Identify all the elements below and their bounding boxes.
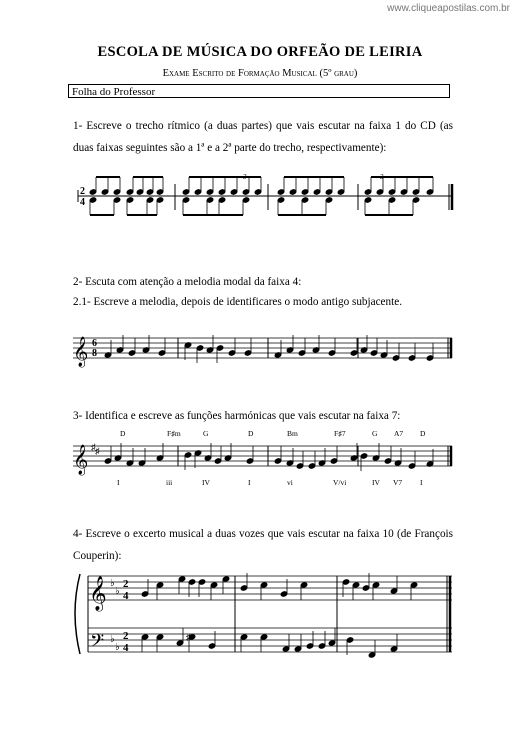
flat-icon: ♭ (115, 642, 120, 653)
rhythm-time-top: 2 (80, 186, 85, 197)
chord-label: D (120, 429, 126, 438)
couperin-time-top-bass: 2 (123, 630, 129, 642)
function-label: IV (202, 478, 210, 487)
harmony-staff (0, 428, 520, 490)
melody-notes (104, 335, 434, 363)
couperin-time-bottom: 4 (123, 590, 129, 602)
flat-icon: ♭ (110, 578, 115, 589)
function-label: V/vi (333, 478, 347, 487)
brace-icon (75, 574, 80, 654)
chord-label: A7 (394, 429, 404, 438)
question-2: 2- Escuta com atenção a melodia modal da faixa 4: (73, 276, 302, 288)
couperin-time-bottom-bass: 4 (123, 642, 129, 654)
sharp-icon: ♯ (95, 446, 100, 456)
function-label: vi (287, 478, 293, 487)
chord-label: F♯7 (334, 429, 346, 438)
couperin-time-top: 2 (123, 578, 129, 590)
sharp-icon: ♯ (186, 632, 191, 642)
rhythm-time-bottom: 4 (80, 197, 85, 208)
question-1: 1- Escreve o trecho rítmico (a duas partes) que vais escutar na faixa 1 do CD (as duas faixas seguintes são a 1ª e a 2ª parte do trecho, respectivamente): (73, 120, 453, 154)
function-label: I (420, 478, 423, 487)
function-label: IV (372, 478, 380, 487)
sheet-label: Folha do Professor (72, 86, 156, 98)
triplet-mark-1: 3 (243, 173, 247, 181)
triplet-mark-2: 3 (380, 173, 384, 181)
melody-staff (0, 328, 520, 378)
function-label: I (248, 478, 251, 487)
question-4: 4- Escreve o excerto musical a duas vozes que vais escutar na faixa 10 (de François Couperin): (73, 528, 453, 562)
chord-label: F♯m (167, 429, 181, 438)
function-label: I (117, 478, 120, 487)
page-title: ESCOLA DE MÚSICA DO ORFEÃO DE LEIRIA (97, 44, 423, 60)
sheet-label-box (68, 84, 450, 98)
chord-label: G (203, 429, 209, 438)
couperin-notes (141, 573, 418, 658)
sharp-icon: ♯ (91, 442, 96, 452)
chord-label: G (372, 429, 378, 438)
exam-subtitle: Exame Escrito de Formação Musical (5º grau) (162, 68, 358, 79)
watermark: www.cliqueapostilas.com.br (387, 3, 510, 14)
chord-labels (120, 429, 426, 438)
couperin-grand-staff (0, 568, 520, 668)
flat-icon: ♭ (110, 634, 115, 645)
rhythm-staff (0, 172, 520, 232)
chord-label: D (248, 429, 254, 438)
chord-label: D (420, 429, 426, 438)
melody-time-top: 6 (92, 338, 97, 349)
bass-clef-icon: 𝄢 (90, 631, 105, 656)
treble-clef-icon: 𝄞 (73, 445, 89, 475)
harmony-notes (104, 443, 434, 471)
melody-time-bottom: 8 (92, 348, 97, 359)
flat-icon: ♭ (115, 586, 120, 597)
function-label: V7 (393, 478, 403, 487)
function-label: iii (166, 478, 173, 487)
question-3: 3- Identifica e escreve as funções harmónicas que vais escutar na faixa 7: (73, 410, 401, 422)
function-labels (117, 478, 423, 487)
question-2-1: 2.1- Escreve a melodia, depois de identificares o modo antigo subjacente. (73, 296, 402, 308)
treble-clef-icon: 𝄞 (89, 576, 107, 611)
treble-clef-icon: 𝄞 (73, 337, 89, 367)
chord-label: Bm (287, 429, 298, 438)
